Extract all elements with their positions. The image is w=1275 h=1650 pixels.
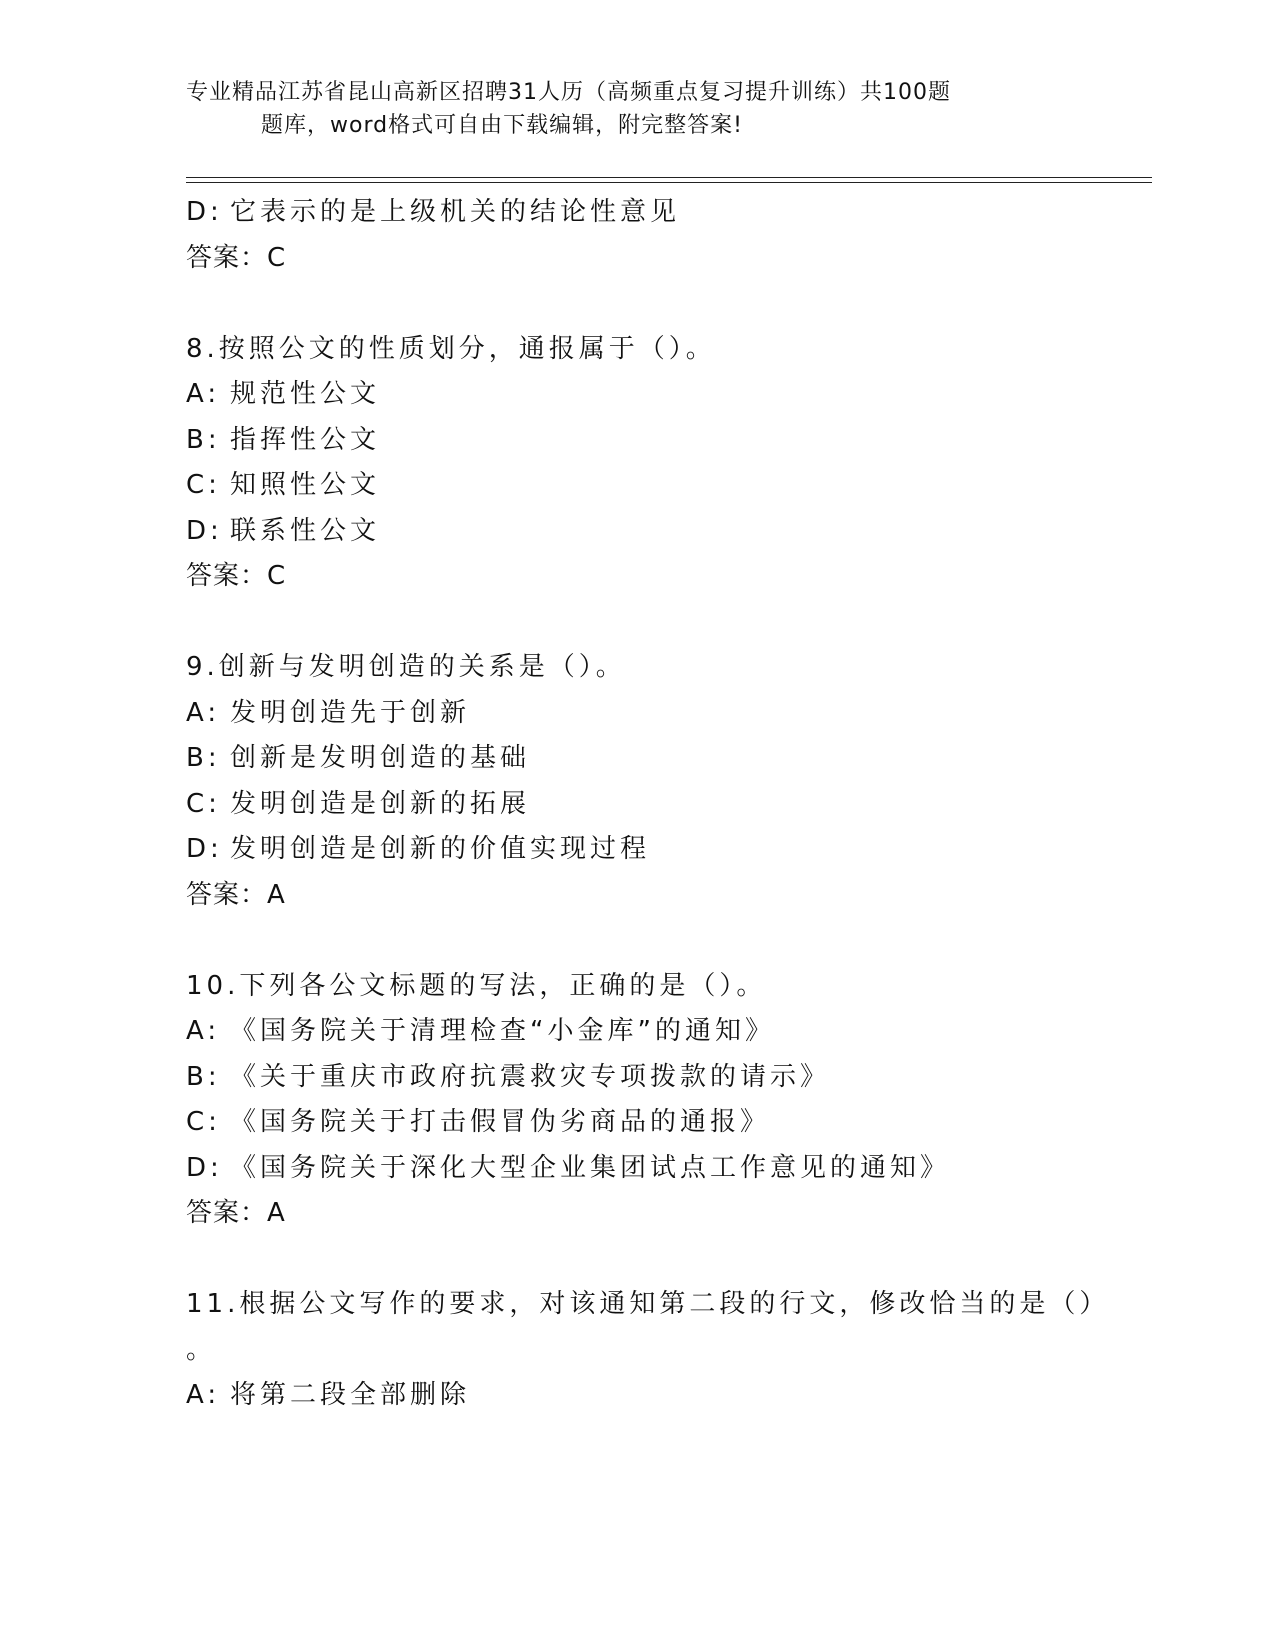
spacer <box>186 600 1152 646</box>
spacer <box>186 1237 1152 1283</box>
answer-line: 答案：C <box>186 561 287 591</box>
option-label: A: <box>186 379 221 409</box>
question-stem: 8.按照公文的性质划分，通报属于（）。 <box>186 333 716 364</box>
option-label: D: <box>186 834 223 864</box>
option-label: C: <box>186 788 221 819</box>
option-text: 《国务院关于深化大型企业集团试点工作意见的通知》 <box>230 1152 951 1183</box>
option-text: 创新是发明创造的基础 <box>230 743 531 773</box>
option-a <box>186 1009 1152 1055</box>
option-text: 发明创造是创新的拓展 <box>230 788 531 819</box>
answer-line: 答案：C <box>186 242 287 273</box>
option-a <box>186 372 1152 418</box>
option-d <box>186 509 1152 555</box>
question-stem: 10.下列各公文标题的写法，正确的是（）。 <box>186 970 767 1001</box>
option-label: D: <box>186 1152 223 1183</box>
option-text: 《国务院关于打击假冒伪劣商品的通报》 <box>230 1107 771 1137</box>
header-title-line-1: 专业精品江苏省昆山高新区招聘31人历（高频重点复习提升训练）共100题 <box>186 80 951 105</box>
option-c <box>186 782 1152 828</box>
option-d <box>186 1146 1152 1192</box>
option-text: 它表示的是上级机关的结论性意见 <box>230 197 681 227</box>
option-text: 联系性公文 <box>230 515 381 546</box>
answer-line: 答案：A <box>186 879 286 910</box>
option-a <box>186 1373 1152 1419</box>
option-text: 发明创造是创新的价值实现过程 <box>230 834 651 864</box>
option-text: 指挥性公文 <box>230 424 381 455</box>
option-label: A: <box>186 1016 221 1046</box>
option-text: 知照性公文 <box>230 470 381 500</box>
option-text: 规范性公文 <box>230 379 381 409</box>
option-text: 发明创造先于创新 <box>230 697 471 728</box>
option-b <box>186 736 1152 782</box>
option-b <box>186 418 1152 464</box>
question-content <box>186 190 1152 1419</box>
option-c <box>186 1100 1152 1146</box>
option-a <box>186 691 1152 737</box>
option-label: B: <box>186 1061 221 1092</box>
header-rule-top <box>186 177 1152 178</box>
option-c <box>186 463 1152 509</box>
spacer <box>186 281 1152 327</box>
option-d <box>186 827 1152 873</box>
question-stem: 11.根据公文写作的要求，对该通知第二段的行文，修改恰当的是（） <box>186 1289 1110 1319</box>
option-label: A: <box>186 697 221 728</box>
option-label: B: <box>186 743 221 773</box>
document-header <box>186 76 1086 142</box>
spacer <box>186 918 1152 964</box>
option-label: A: <box>186 1380 221 1410</box>
option-label: B: <box>186 424 221 455</box>
header-title-line-2: 题库，word格式可自由下载编辑，附完整答案! <box>261 113 743 138</box>
option-d <box>186 190 1152 236</box>
option-text: 《关于重庆市政府抗震救灾专项拨款的请示》 <box>230 1061 831 1092</box>
option-label: D: <box>186 197 223 227</box>
header-rule-bottom <box>186 182 1152 183</box>
option-label: C: <box>186 1107 221 1137</box>
option-text: 将第二段全部删除 <box>230 1380 471 1410</box>
option-label: D: <box>186 515 223 546</box>
answer-line: 答案：A <box>186 1198 286 1228</box>
question-stem: 9.创新与发明创造的关系是（）。 <box>186 652 626 682</box>
option-b <box>186 1055 1152 1101</box>
option-label: C: <box>186 470 221 500</box>
question-stem-continuation: 。 <box>186 1334 217 1365</box>
option-text: 《国务院关于清理检查“小金库”的通知》 <box>230 1016 775 1046</box>
